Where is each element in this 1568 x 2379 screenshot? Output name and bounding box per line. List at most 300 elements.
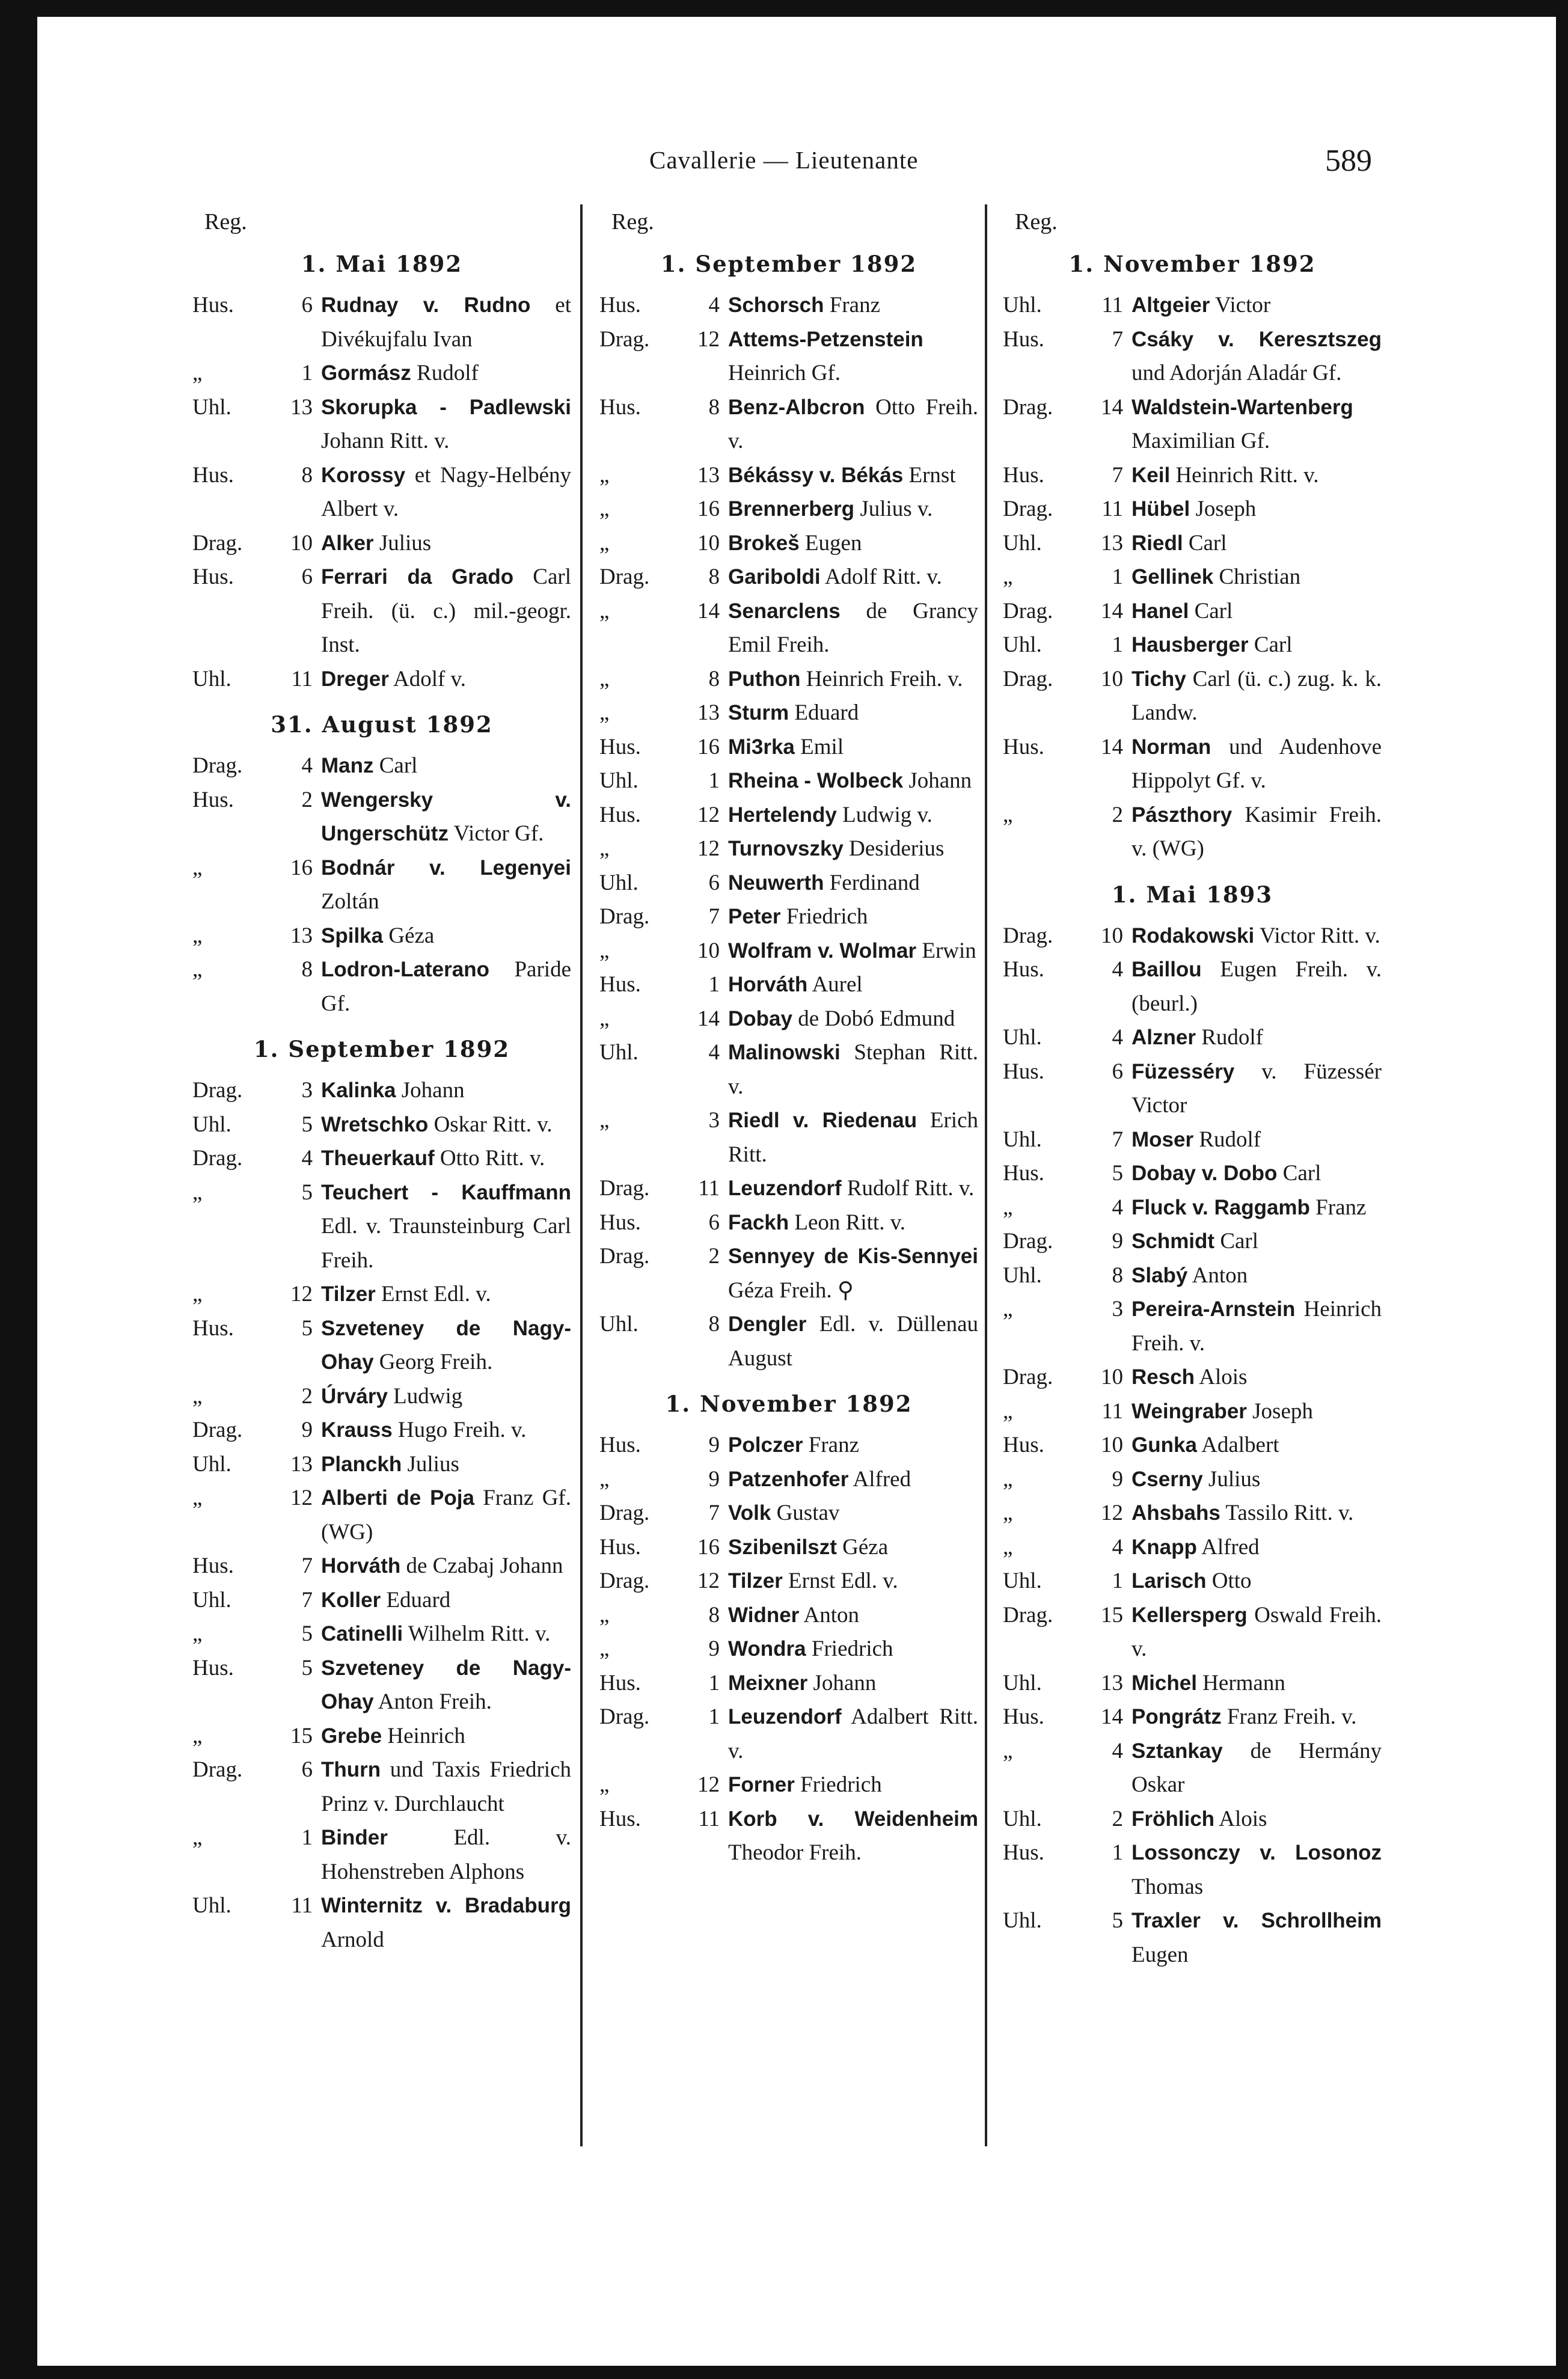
regiment-type: Drag. — [1003, 666, 1053, 691]
given-name-title: Adolf v. — [388, 666, 466, 691]
surname: Riedl — [1132, 531, 1183, 555]
surname: Puthon — [728, 667, 801, 691]
officer-name — [321, 289, 571, 357]
officer-entry — [599, 1768, 978, 1802]
surname: Fackh — [728, 1210, 789, 1234]
officer-name — [728, 696, 978, 730]
regiment-type: Drag. — [1003, 598, 1053, 623]
given-name-title: Rudolf Ritt. v. — [841, 1176, 975, 1201]
regiment-number: 7 — [1112, 462, 1123, 488]
regiment-type: „ — [599, 666, 610, 691]
regiment-type: Hus. — [599, 394, 641, 420]
regiment-number: 10 — [1101, 923, 1123, 948]
officer-entry — [599, 663, 978, 697]
surname: Hübel — [1132, 497, 1190, 521]
officer-name — [321, 1617, 571, 1652]
officer-name — [1132, 919, 1382, 954]
regiment-type: Drag. — [599, 904, 650, 929]
regiment-type: Hus. — [192, 1315, 234, 1341]
officer-entry — [599, 492, 978, 527]
regiment-number: 4 — [1112, 1195, 1123, 1220]
given-name-title: Eugen — [799, 530, 862, 556]
regiment-number: 5 — [301, 1315, 313, 1341]
surname: Wretschko — [321, 1112, 429, 1136]
regiment-number: 14 — [1101, 598, 1123, 623]
given-name-title: Carl Freih. (ü. c.) mil.-geogr. Inst. — [321, 565, 572, 657]
regiment-number: 7 — [1112, 1127, 1123, 1152]
regiment-number: 3 — [708, 1108, 720, 1133]
regiment-type: „ — [599, 598, 610, 623]
regiment-type: „ — [599, 1772, 610, 1797]
officer-entry — [1003, 953, 1382, 1021]
date-heading: 1. September 1892 — [253, 1036, 510, 1062]
regiment-type: Hus. — [599, 972, 641, 997]
regiment-number: 5 — [301, 1180, 313, 1205]
regiment-number: 6 — [708, 870, 720, 895]
officer-entry — [1003, 1904, 1382, 1972]
officer-name — [728, 730, 978, 765]
surname: Winternitz v. Bradaburg — [321, 1894, 571, 1917]
surname: Attems-Petzenstein — [728, 327, 923, 351]
officer-entry — [599, 866, 978, 901]
given-name-title: Rudolf — [1193, 1127, 1261, 1152]
officer-entry — [599, 934, 978, 969]
officer-name — [1132, 730, 1382, 798]
officer-entry — [599, 1599, 978, 1633]
regiment-number: 13 — [290, 923, 313, 948]
officer-entry — [1003, 1700, 1382, 1734]
promotion-date-group — [599, 1379, 978, 1870]
given-name-title: Joseph — [1190, 497, 1257, 521]
regiment-type: Uhl. — [192, 394, 231, 420]
surname: Szibenilszt — [728, 1535, 837, 1559]
officer-name — [1132, 628, 1382, 663]
given-name-title: Christian — [1213, 565, 1301, 589]
regiment-number: 4 — [1112, 1534, 1123, 1560]
officer-name — [1132, 595, 1382, 629]
surname: Horváth — [728, 973, 808, 996]
officer-entry — [192, 391, 571, 459]
promotion-date-group — [192, 1024, 571, 1957]
surname: Larisch — [1132, 1569, 1207, 1593]
surname: Alzner — [1132, 1026, 1196, 1049]
given-name-title: Ernst Edl. v. — [782, 1569, 898, 1593]
officer-name — [321, 1549, 571, 1584]
surname: Volk — [728, 1501, 771, 1525]
surname: Senarclens — [728, 599, 841, 623]
officer-entry — [1003, 1225, 1382, 1259]
page-header — [0, 143, 1568, 185]
regiment-number: 1 — [1112, 632, 1123, 657]
given-name-title: Aurel — [807, 972, 863, 997]
given-name-title: Heinrich Freih. v. — [1132, 1297, 1382, 1356]
officer-entry — [192, 1448, 571, 1482]
officer-entry — [599, 1496, 978, 1531]
officer-entry — [1003, 1191, 1382, 1225]
regiment-type: „ — [192, 361, 203, 385]
given-name-title: Franz — [824, 293, 880, 317]
officer-name — [1132, 391, 1382, 459]
regiment-number: 1 — [708, 972, 720, 997]
surname: Ahsbahs — [1132, 1501, 1220, 1525]
officer-entry — [599, 1632, 978, 1667]
regiment-type: Hus. — [192, 293, 234, 317]
given-name-title: Leon Ritt. v. — [789, 1210, 906, 1235]
regiment-number: 5 — [1112, 1161, 1123, 1186]
regiment-type: Uhl. — [1003, 1806, 1042, 1831]
regiment-number: 13 — [697, 700, 720, 725]
regiment-type: Hus. — [192, 462, 234, 488]
surname: Meixner — [728, 1671, 808, 1695]
officer-name — [1132, 1259, 1382, 1293]
regiment-type: „ — [599, 462, 610, 488]
surname: Norman — [1132, 735, 1211, 759]
regiment-type: Hus. — [192, 787, 234, 812]
surname: Hanel — [1132, 599, 1189, 623]
officer-name — [1132, 289, 1382, 323]
officer-entry — [599, 1206, 978, 1240]
officer-name — [728, 1308, 978, 1376]
regiment-number: 1 — [301, 1825, 313, 1850]
given-name-title: Paride Gf. — [321, 957, 571, 1016]
officer-name — [728, 1002, 978, 1036]
regiment-type: Hus. — [1003, 1059, 1044, 1084]
officer-name — [1132, 1734, 1382, 1802]
officer-name — [728, 1564, 978, 1599]
regiment-number: 16 — [697, 497, 720, 521]
officer-name — [1132, 1428, 1382, 1463]
regiment-number: 14 — [1101, 1704, 1123, 1729]
given-name-title: Friedrich — [780, 904, 868, 929]
officer-name — [1132, 1667, 1382, 1701]
regiment-number: 8 — [708, 565, 720, 589]
regiment-type: Drag. — [599, 326, 650, 352]
regiment-number: 2 — [301, 787, 313, 812]
surname: Kellersperg — [1132, 1603, 1248, 1627]
officer-name — [728, 1496, 978, 1531]
surname: Leuzendorf — [728, 1177, 842, 1200]
officer-name — [728, 1206, 978, 1240]
regiment-type: Uhl. — [1003, 632, 1042, 657]
officer-name — [321, 1584, 571, 1618]
surname: Riedl v. Riedenau — [728, 1109, 917, 1132]
regiment-type: Hus. — [599, 1210, 641, 1235]
surname: Keil — [1132, 463, 1171, 487]
regiment-number: 2 — [1112, 802, 1123, 827]
regiment-number: 10 — [1101, 666, 1123, 691]
column-divider — [580, 204, 583, 2146]
officer-name — [728, 323, 978, 391]
regiment-type: Uhl. — [599, 1040, 639, 1065]
regiment-number: 8 — [301, 957, 313, 982]
regiment-number: 8 — [708, 1312, 720, 1336]
given-name-title: Franz Gf. (WG) — [321, 1486, 571, 1545]
officer-entry — [599, 968, 978, 1002]
running-head: Cavallerie — Lieutenante — [649, 146, 919, 174]
regiment-number: 9 — [708, 1433, 720, 1457]
officer-name — [1132, 1395, 1382, 1429]
officer-entry — [1003, 1055, 1382, 1123]
regiment-type: „ — [192, 957, 203, 982]
regiment-type: „ — [599, 700, 610, 725]
regiment-type: „ — [599, 1006, 610, 1031]
surname: Tilzer — [321, 1282, 376, 1306]
regiment-number: 12 — [697, 1772, 720, 1797]
column-2 — [599, 204, 978, 1874]
promotion-date-group — [599, 239, 978, 1376]
regiment-type: Uhl. — [1003, 1127, 1042, 1152]
surname: Benz-Albcron — [728, 395, 865, 419]
officer-entry — [1003, 628, 1382, 663]
reg-column-label: Reg. — [1015, 209, 1058, 234]
given-name-title: Victor Gf. — [448, 821, 544, 846]
given-name-title: Otto Freih. v. — [728, 394, 978, 453]
regiment-type: Uhl. — [1003, 1263, 1042, 1288]
officer-name — [1132, 1802, 1382, 1837]
regiment-type: „ — [1003, 802, 1013, 827]
officer-entry — [1003, 1496, 1382, 1531]
given-name-title: Desiderius — [843, 836, 945, 861]
regiment-number: 7 — [1112, 326, 1123, 352]
officer-entry — [599, 1531, 978, 1565]
given-name-title: Heinrich Gf. — [728, 361, 841, 385]
surname: Pászthory — [1132, 803, 1233, 827]
surname: Moser — [1132, 1127, 1194, 1151]
regiment-number: 8 — [708, 1602, 720, 1627]
regiment-type: „ — [192, 1180, 203, 1205]
regiment-type: „ — [192, 1621, 203, 1646]
officer-entry — [192, 1142, 571, 1176]
officer-entry — [1003, 1564, 1382, 1599]
officer-entry — [599, 595, 978, 663]
officer-entry — [599, 1104, 978, 1172]
surname: Schmidt — [1132, 1229, 1215, 1253]
regiment-number: 13 — [290, 394, 313, 420]
regiment-number: 4 — [1112, 1025, 1123, 1050]
officer-entry — [192, 1584, 571, 1618]
regiment-number: 4 — [1112, 1738, 1123, 1763]
regiment-number: 10 — [1101, 1365, 1123, 1389]
officer-entry — [192, 1380, 571, 1414]
surname: Ferrari da Grado — [321, 565, 514, 589]
surname: Wengersky v. Ungerschütz — [321, 788, 571, 845]
given-name-title: Otto — [1206, 1569, 1252, 1593]
column-divider — [985, 204, 987, 2146]
officer-entry — [192, 560, 571, 663]
regiment-number: 4 — [301, 1146, 313, 1171]
regiment-type: Drag. — [192, 753, 243, 778]
surname: Fluck v. Raggamb — [1132, 1195, 1310, 1219]
regiment-number: 11 — [1101, 293, 1123, 317]
regiment-number: 8 — [1112, 1263, 1123, 1288]
given-name-title: Hermann — [1196, 1670, 1285, 1695]
given-name-title: Carl — [1277, 1161, 1321, 1186]
surname: Koller — [321, 1588, 381, 1612]
officer-entry — [599, 323, 978, 391]
date-heading: 1. November 1892 — [665, 1391, 913, 1417]
given-name-title: Julius — [373, 530, 432, 556]
officer-name — [728, 1463, 978, 1497]
regiment-type: „ — [1003, 1297, 1013, 1321]
given-name-title: Carl — [373, 753, 418, 778]
regiment-type: Hus. — [1003, 326, 1044, 352]
regiment-number: 6 — [301, 1757, 313, 1782]
regiment-type: Hus. — [599, 802, 641, 827]
officer-entry — [192, 1481, 571, 1549]
surname: Alker — [321, 531, 374, 555]
officer-entry — [192, 851, 571, 919]
given-name-title: Géza — [836, 1534, 889, 1560]
surname: Békássy v. Békás — [728, 463, 904, 487]
given-name-title: Otto Ritt. v. — [434, 1146, 545, 1171]
officer-entry — [1003, 492, 1382, 527]
regiment-number: 11 — [698, 1806, 720, 1831]
officer-name — [1132, 1361, 1382, 1395]
surname: Kalinka — [321, 1079, 396, 1102]
officer-entry — [1003, 919, 1382, 954]
surname: Sturm — [728, 701, 789, 724]
regiment-number: 14 — [697, 598, 720, 623]
given-name-title: Alois — [1195, 1365, 1248, 1389]
given-name-title: Eduard — [381, 1587, 451, 1612]
regiment-number: 13 — [290, 1451, 313, 1477]
regiment-number: 3 — [301, 1078, 313, 1103]
regiment-type: Uhl. — [1003, 1908, 1042, 1933]
given-name-title: Julius v. — [854, 497, 933, 521]
given-name-title: Wilhelm Ritt. v. — [403, 1621, 551, 1646]
officer-entry — [192, 953, 571, 1021]
surname: Horváth — [321, 1554, 401, 1578]
given-name-title: Franz Freih. v. — [1221, 1704, 1357, 1729]
regiment-number: 6 — [301, 565, 313, 589]
surname: Forner — [728, 1773, 795, 1796]
regiment-type: Uhl. — [1003, 530, 1042, 556]
given-name-title: Theodor Freih. — [728, 1840, 862, 1865]
officer-name — [1132, 953, 1382, 1021]
officer-entry — [192, 919, 571, 954]
regiment-type: Hus. — [1003, 957, 1044, 982]
given-name-title: de Czabaj Johann — [400, 1554, 563, 1578]
given-name-title: Alfred — [848, 1466, 911, 1492]
regiment-type: Hus. — [599, 1433, 641, 1457]
surname: Schorsch — [728, 293, 824, 317]
regiment-number: 7 — [708, 904, 720, 929]
officer-entry — [599, 1802, 978, 1870]
officer-entry — [192, 289, 571, 357]
surname: Waldstein-Wartenberg — [1132, 395, 1353, 419]
officer-name — [1132, 1531, 1382, 1565]
regiment-number: 14 — [1101, 734, 1123, 759]
surname: Csáky v. Keresztszeg — [1132, 327, 1382, 351]
given-name-title: Victor — [1210, 293, 1271, 317]
officer-entry — [192, 357, 571, 391]
given-name-title: Hugo Freih. v. — [392, 1418, 527, 1442]
given-name-title: Friedrich — [806, 1637, 893, 1661]
regiment-type: „ — [599, 938, 610, 963]
officer-name — [321, 1481, 571, 1549]
regiment-number: 5 — [301, 1112, 313, 1137]
regiment-number: 4 — [708, 1040, 720, 1065]
regiment-type: „ — [192, 1282, 203, 1306]
officer-entry — [192, 749, 571, 783]
officer-entry — [599, 459, 978, 493]
officer-entry — [1003, 1531, 1382, 1565]
given-name-title: Johann — [396, 1078, 465, 1103]
surname: Wondra — [728, 1637, 806, 1661]
regiment-type: Uhl. — [599, 1312, 639, 1336]
officer-entry — [599, 730, 978, 765]
given-name-title: Zoltán — [321, 889, 379, 914]
officer-entry — [599, 1428, 978, 1463]
officer-entry — [192, 1074, 571, 1108]
surname: Knapp — [1132, 1535, 1197, 1559]
officer-name — [321, 1413, 571, 1448]
regiment-number: 8 — [301, 462, 313, 488]
surname: Sztankay — [1132, 1739, 1223, 1763]
surname: Dobay — [728, 1006, 792, 1030]
surname: Traxler v. Schrollheim — [1132, 1909, 1382, 1932]
surname: Manz — [321, 754, 374, 777]
officer-entry — [599, 900, 978, 934]
regiment-number: 10 — [697, 530, 720, 556]
given-name-title: Franz — [803, 1433, 859, 1457]
officer-entry — [1003, 1021, 1382, 1055]
regiment-number: 12 — [697, 326, 720, 352]
regiment-type: „ — [599, 1602, 610, 1627]
given-name-title: und Taxis Friedrich Prinz v. Durchlaucht — [321, 1757, 571, 1816]
given-name-title: Géza Freih. ⚲ — [728, 1278, 854, 1303]
given-name-title: Gustav — [771, 1501, 840, 1525]
surname: Krauss — [321, 1418, 393, 1442]
officer-entry — [599, 289, 978, 323]
given-name-title: Ernst — [903, 462, 956, 488]
regiment-type: Hus. — [192, 1554, 234, 1578]
regiment-number: 16 — [290, 855, 313, 880]
officer-entry — [599, 1036, 978, 1104]
given-name-title: Ferdinand — [824, 870, 920, 895]
regiment-type: „ — [192, 923, 203, 948]
given-name-title: Adalbert — [1196, 1433, 1279, 1457]
officer-entry — [192, 783, 571, 851]
officer-entry — [1003, 1428, 1382, 1463]
regiment-number: 7 — [708, 1501, 720, 1525]
given-name-title: Ludwig — [387, 1383, 463, 1409]
officer-entry — [1003, 1802, 1382, 1837]
officer-name — [1132, 1700, 1382, 1734]
surname: Alberti de Poja — [321, 1486, 474, 1510]
surname: Lodron-Laterano — [321, 958, 489, 981]
officer-entry — [192, 459, 571, 527]
officer-entry — [1003, 1836, 1382, 1904]
regiment-type: Uhl. — [599, 870, 639, 895]
regiment-number: 5 — [301, 1621, 313, 1646]
officer-name — [1132, 1463, 1382, 1497]
regiment-type: Drag. — [599, 1704, 650, 1729]
given-name-title: Johann — [807, 1670, 877, 1695]
officer-name — [321, 1142, 571, 1176]
regiment-type: Uhl. — [192, 1587, 231, 1612]
officer-entry — [1003, 323, 1382, 391]
column-3 — [1003, 204, 1382, 1976]
regiment-number: 13 — [697, 462, 720, 488]
officer-name — [1132, 560, 1382, 595]
date-heading: 1. Mai 1892 — [301, 251, 463, 277]
regiment-type: Drag. — [192, 1418, 243, 1442]
officer-name — [728, 1667, 978, 1701]
regiment-type: Hus. — [1003, 734, 1044, 759]
given-name-title: Joseph — [1246, 1398, 1313, 1424]
date-heading: 1. Mai 1893 — [1111, 881, 1273, 908]
